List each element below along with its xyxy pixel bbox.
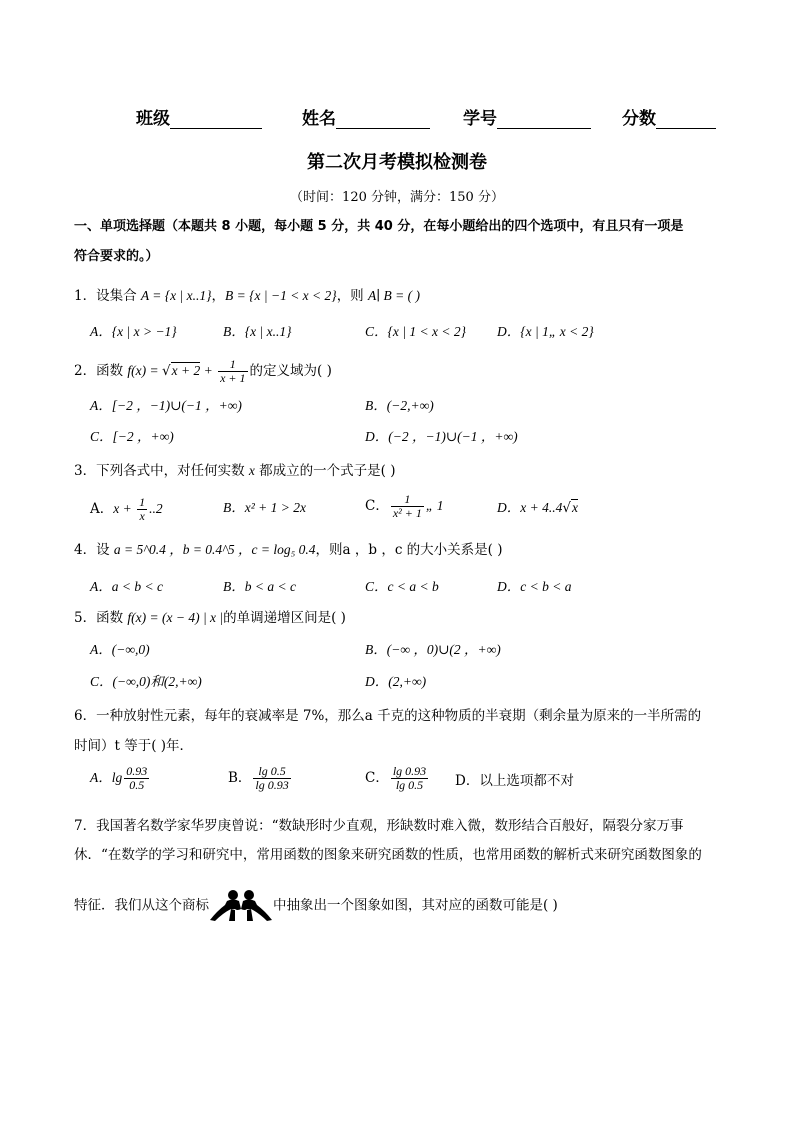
q2-text: 函数: [96, 363, 128, 379]
q3-number: 3．: [74, 463, 97, 479]
q2-frac-numerator: 1: [218, 358, 247, 372]
q3-option-c-den: x² + 1: [392, 506, 422, 520]
q3-option-c-frac: [391, 493, 424, 520]
q1-option-b[interactable]: B．{x | x..1}: [223, 324, 292, 339]
name-blank[interactable]: [336, 110, 430, 129]
q3-option-c-num: 1: [391, 493, 424, 507]
student-number-field: [463, 104, 591, 129]
exam-title: 第二次月考模拟检测卷: [307, 152, 487, 173]
q2-sqrt-arg: x + 2: [171, 363, 201, 378]
q4-option-c[interactable]: C．c < a < b: [365, 579, 439, 594]
q3-option-a-rest: ..2: [149, 501, 163, 516]
q3-option-a[interactable]: [90, 496, 163, 523]
q1-sep: ，: [211, 288, 225, 304]
q3-option-d-label: D．x + 4..4: [497, 500, 563, 515]
q6-option-b-frac: [253, 765, 290, 792]
q5-text: 函数: [96, 610, 128, 626]
q6-option-b-label: B．: [228, 770, 252, 786]
q1-expression: A∣ B = ( ): [367, 288, 421, 303]
q4-expression: a = 5^0.4 ，b = 0.4^5 ，c = log₅ 0.4: [113, 542, 316, 557]
question-4: [74, 541, 503, 559]
q3-option-c[interactable]: [365, 493, 444, 520]
q5-expression: f(x) = (x − 4) | x |: [127, 610, 224, 625]
q2-text-post: 的定义域为( ): [249, 363, 332, 379]
q3-option-a-num: 1: [139, 495, 146, 509]
score-field: [622, 104, 716, 129]
name-label: 姓名: [302, 109, 336, 129]
q1-text: 设集合: [96, 288, 141, 304]
q6-option-a-label: A．lg: [90, 770, 123, 785]
q2-number: 2．: [74, 363, 97, 379]
name-field: [302, 104, 430, 129]
q3-option-a-label: A．: [90, 501, 114, 517]
class-label: 班级: [136, 109, 170, 129]
q4-text-post: ，则a ，b ，c 的大小关系是( ): [315, 542, 503, 558]
q5-text-post: 的单调递增区间是( ): [223, 610, 346, 626]
q6-option-b-num: lg 0.5: [253, 765, 290, 779]
question-7-line1: 7．我国著名数学家华罗庚曾说：“数缺形时少直观，形缺数时难入微，数形结合百般好，隔裂分家万事: [74, 818, 684, 834]
q3-text-post: 都成立的一个式子是( ): [254, 463, 396, 479]
q3-var: x: [248, 463, 255, 478]
q7-text-a: 特征．我们从这个商标: [74, 897, 209, 914]
q3-option-c-label: C．: [365, 498, 389, 514]
q4-text: 设: [96, 542, 114, 558]
q4-number: 4．: [74, 542, 97, 558]
q6-option-c-label: C．: [365, 770, 389, 786]
q2-plus: +: [200, 363, 217, 378]
q6-option-a[interactable]: [90, 765, 151, 792]
q2-fraction: [218, 358, 247, 385]
q4-option-a[interactable]: A．a < b < c: [90, 579, 163, 594]
q5-option-c[interactable]: C．(−∞,0)和(2,+∞): [90, 674, 202, 689]
q2-option-a[interactable]: A．[−2 ，−1)∪(−1 ，+∞): [90, 398, 242, 413]
score-label: 分数: [622, 109, 656, 129]
q6-option-a-frac: [124, 765, 149, 792]
section-heading-line1: 一、单项选择题（本题共 8 小题，每小题 5 分，共 40 分，在每小题给出的四个选项中，有且只有一项是: [74, 219, 684, 234]
question-1: [74, 287, 420, 305]
q6-option-d[interactable]: D．以上选项都不对: [455, 773, 574, 789]
q5-option-d[interactable]: D．(2,+∞): [365, 674, 427, 689]
q3-option-d[interactable]: [497, 499, 578, 517]
q1-number: 1．: [74, 288, 97, 304]
number-blank[interactable]: [497, 110, 591, 129]
q5-option-a[interactable]: A．(−∞,0): [90, 642, 150, 657]
q2-function: f(x) =: [127, 363, 162, 378]
q6-option-c[interactable]: [365, 765, 430, 792]
q2-option-d[interactable]: D．(−2 ，−1)∪(−1 ，+∞): [365, 429, 518, 444]
class-field: [136, 104, 262, 129]
q3-option-d-root: x: [571, 500, 578, 515]
q1-option-c[interactable]: C．{x | 1 < x < 2}: [365, 324, 466, 339]
q3-option-c-rest: „ 1: [425, 498, 444, 513]
question-5: [74, 609, 346, 627]
q2-frac-denominator: x + 1: [220, 371, 246, 385]
q5-number: 5．: [74, 610, 97, 626]
question-7-line3: [74, 889, 558, 923]
score-blank[interactable]: [656, 110, 716, 129]
number-label: 学号: [463, 109, 497, 129]
q5-option-b[interactable]: B．(−∞ ，0)∪(2 ，+∞): [365, 642, 501, 657]
q6-option-c-frac: [391, 765, 428, 792]
section-heading-line2: 符合要求的。）: [74, 249, 159, 264]
question-2: [74, 358, 332, 385]
q6-option-b-den: lg 0.93: [255, 778, 289, 792]
q1-option-a[interactable]: A．{x | x > −1}: [90, 324, 177, 339]
q3-option-a-frac: [137, 496, 147, 523]
q2-option-b[interactable]: B．(−2,+∞): [365, 398, 434, 413]
q6-option-c-den: lg 0.5: [395, 778, 424, 792]
q3-option-a-den: x: [139, 509, 145, 523]
q1-set-a: A = {x | x..1}: [140, 288, 212, 303]
q1-set-b: B = {x | −1 < x < 2}: [225, 288, 337, 303]
question-7-line2: 休．“在数学的学习和研究中，常用函数的图象来研究函数的性质，也常用函数的解析式来研究函数图象的: [74, 847, 702, 863]
question-6-line1: 6．一种放射性元素，每年的衰减率是 7%，那么a 千克的这种物质的半衰期（剩余量为原来的一半所需的: [74, 708, 702, 724]
q4-option-d[interactable]: D．c < b < a: [497, 579, 572, 594]
sqrt-icon: √: [562, 500, 571, 516]
question-3: [74, 462, 396, 480]
q3-option-a-x: x +: [113, 501, 136, 516]
q3-text: 下列各式中，对任何实数: [96, 463, 249, 479]
sqrt-icon: √: [161, 363, 171, 379]
q6-option-a-num: 0.93: [126, 764, 148, 778]
exam-subtitle: （时间：120 分钟，满分：150 分）: [290, 190, 504, 205]
q6-option-a-den: 0.5: [129, 778, 145, 792]
q1-text-b: ，则: [336, 288, 368, 304]
q4-option-b[interactable]: B．b < a < c: [223, 579, 296, 594]
kappa-logo-icon: [209, 889, 273, 923]
question-6-line2: 时间）t 等于( )年．: [74, 738, 194, 754]
q6-option-b[interactable]: [228, 765, 293, 792]
class-blank[interactable]: [170, 110, 262, 129]
q1-option-d[interactable]: D．{x | 1„ x < 2}: [497, 324, 594, 339]
q6-option-c-num: lg 0.93: [392, 764, 427, 778]
q3-option-b[interactable]: B．x² + 1 > 2x: [223, 500, 306, 515]
q2-option-c[interactable]: C．[−2 ，+∞): [90, 429, 174, 444]
q7-text-b: 中抽象出一个图象如图，其对应的函数可能是( ): [273, 897, 558, 914]
